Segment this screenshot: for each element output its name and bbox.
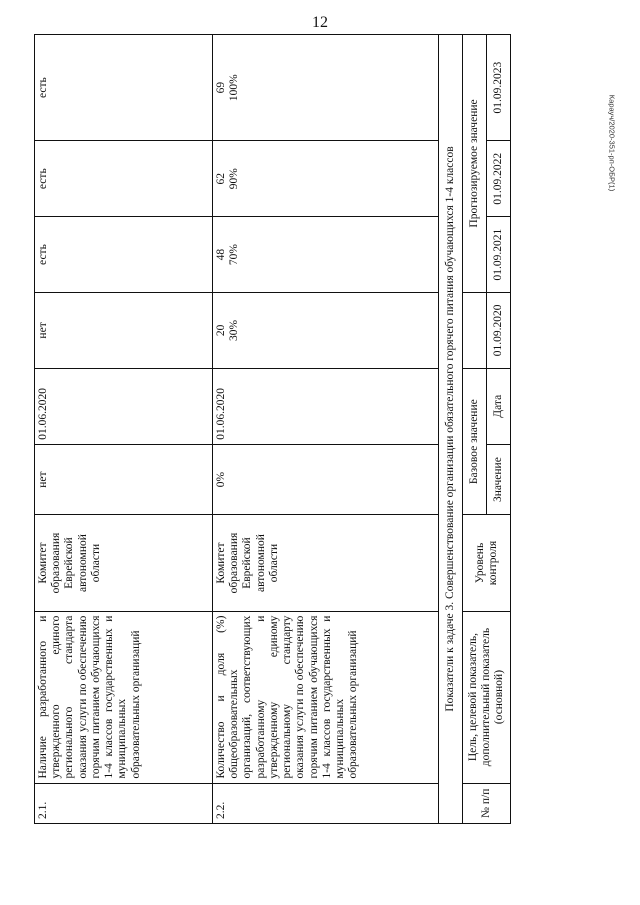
forecast-2022: 62 90% bbox=[213, 141, 439, 217]
indicators-table-rotated bbox=[34, 34, 574, 824]
header-goal: Цель, целевой показатель, дополнительный показатель (основной) bbox=[463, 611, 511, 783]
forecast-2023: 69 100% bbox=[213, 35, 439, 141]
header-date: Дата bbox=[487, 368, 511, 444]
forecast-2020: 20 30% bbox=[213, 292, 439, 368]
header-date-2022: 01.09.2022 bbox=[487, 141, 511, 217]
section-heading-row bbox=[439, 35, 463, 824]
header-date-2023: 01.09.2023 bbox=[487, 35, 511, 141]
control-level: Комитет образования Еврейской автономной области bbox=[213, 515, 439, 611]
row-number: 2.1. bbox=[35, 783, 213, 823]
header-date-2020: 01.09.2020 bbox=[487, 292, 511, 368]
header-base: Базовое значение bbox=[463, 368, 487, 515]
section-title: Показатели к задаче 3. Совершенствование организации обязательного горячего питания обучающихся 1-4 классов bbox=[439, 35, 463, 824]
row-number: 2.2. bbox=[213, 783, 439, 823]
control-level: Комитет образования Еврейской автономной области bbox=[35, 515, 213, 611]
header-control-level: Уровень контроля bbox=[463, 515, 511, 611]
document-stamp bbox=[605, 28, 619, 258]
indicator-name: Наличие разработанного и утвержденного единого регионального стандарта оказания услуги по обеспечению горячим питанием обучающихся 1-4 классов государственных и муниципальных образовательных организаций bbox=[35, 611, 213, 783]
document-stamp-text: Карауч/2020-351-рп-ОБР(1) bbox=[607, 94, 617, 192]
base-date: 01.06.2020 bbox=[35, 368, 213, 444]
header-value: Значение bbox=[487, 444, 511, 515]
header-number: № п/п bbox=[463, 783, 511, 823]
base-date: 01.06.2020 bbox=[213, 368, 439, 444]
base-value: 0% bbox=[213, 444, 439, 515]
page-number: 12 bbox=[312, 14, 328, 31]
indicator-name: Количество и доля (%) общеобразовательных организаций, соответствующих разработанному и утвержденному единому региональному стандарту оказания услуги по обеспечению горячим питанием обучающихся 1-4 классов государственных и муниципальных образовательных организаций bbox=[213, 611, 439, 783]
header-date-2021: 01.09.2021 bbox=[487, 217, 511, 293]
forecast-2021: 48 70% bbox=[213, 217, 439, 293]
header-forecast: Прогнозируемое значение bbox=[463, 35, 487, 293]
base-value: нет bbox=[35, 444, 213, 515]
header-row-top bbox=[463, 35, 487, 824]
forecast-2020: нет bbox=[35, 292, 213, 368]
indicators-table bbox=[34, 34, 511, 824]
table-row bbox=[213, 35, 439, 824]
forecast-2023: есть bbox=[35, 35, 213, 141]
table-row bbox=[35, 35, 213, 824]
forecast-2021: есть bbox=[35, 217, 213, 293]
header-blank bbox=[463, 292, 487, 368]
forecast-2022: есть bbox=[35, 141, 213, 217]
